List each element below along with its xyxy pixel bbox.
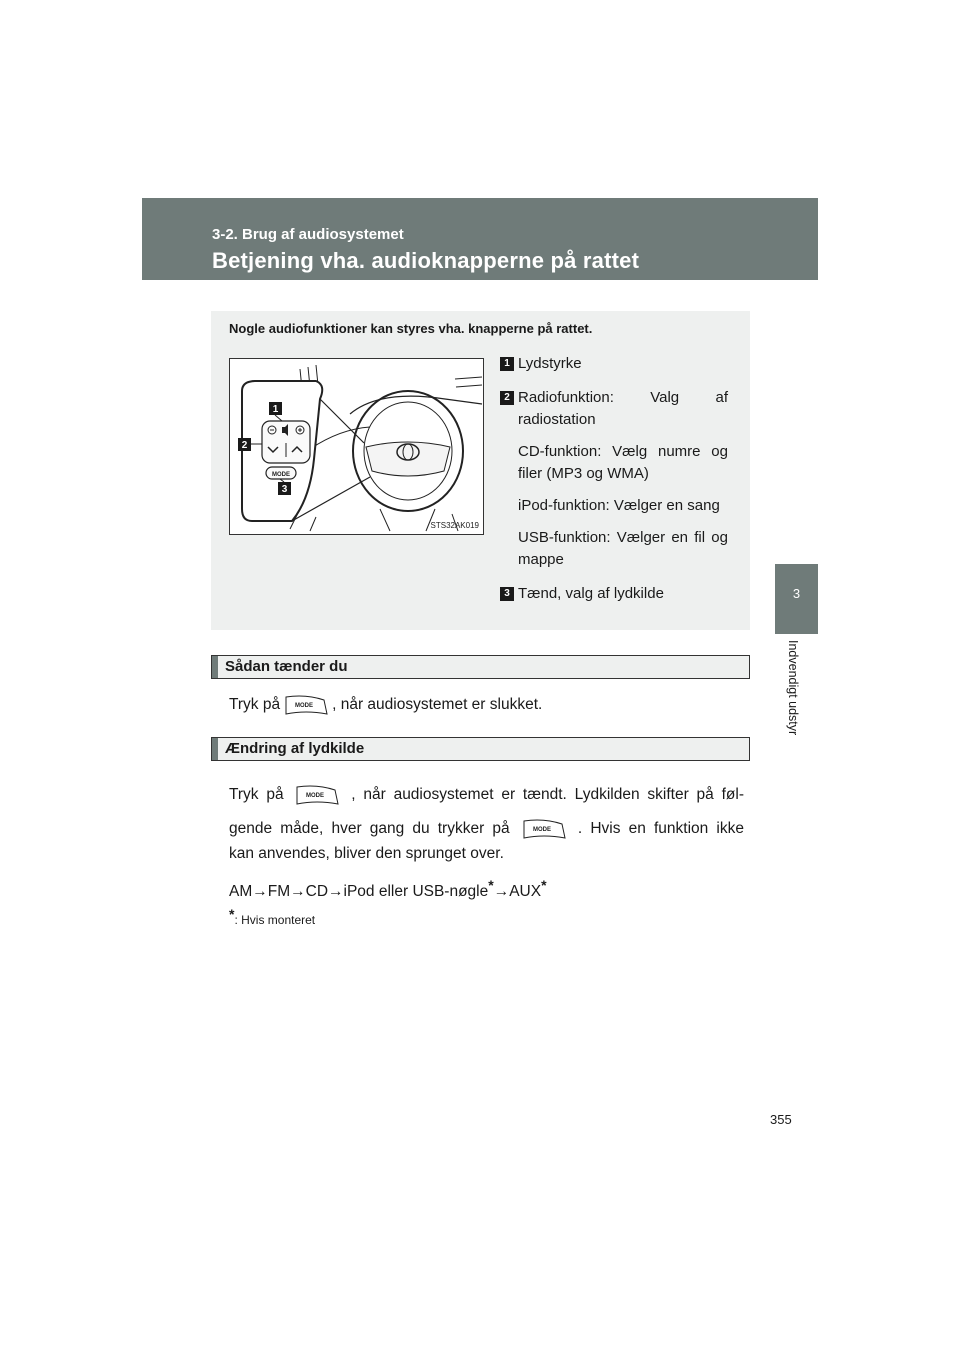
legend-item-3 [500, 583, 728, 605]
footnote-marker: * [541, 877, 547, 893]
turn-on-instruction [229, 694, 542, 716]
mode-button-label: MODE [306, 793, 325, 799]
legend-text-2: Radiofunktion: Valg af radiostation [518, 389, 728, 428]
legend-sub-cd: CD-funktion: Vælg numre og filer (MP3 og WMA) [518, 443, 728, 482]
legend-item-2 [500, 387, 728, 571]
instruction-text: . Hvis en funktion ikke [577, 820, 744, 838]
steering-wheel-figure [229, 358, 484, 535]
chapter-label-text: Indvendigt udstyr [786, 640, 800, 736]
sequence-text: AM→FM→CD→iPod eller USB-nøgle [229, 883, 489, 901]
figure-callout-3: 3 [281, 484, 288, 495]
figure-mode-label: MODE [272, 472, 290, 478]
chapter-tab [775, 564, 818, 634]
header-band [142, 198, 818, 280]
intro-text: Nogle audiofunktioner kan styres vha. knapperne på rattet. [229, 321, 593, 336]
section-heading-text: Ændring af lydkilde [225, 740, 365, 757]
number-badge-1: 1 [500, 357, 514, 371]
section-heading-change-source [211, 737, 750, 761]
footnote-marker: * [488, 877, 494, 893]
figure-code: STS32AK019 [430, 521, 479, 530]
mode-button-icon [284, 694, 328, 716]
number-badge-2: 2 [500, 391, 514, 405]
instruction-text: , når audiosystemet er slukket. [332, 696, 543, 714]
page-number: 355 [770, 1112, 792, 1127]
section-heading-text: Sådan tænder du [225, 658, 348, 675]
legend-sub-ipod: iPod-funktion: Vælger en sang [518, 497, 720, 514]
page-title: Betjening vha. audioknapperne på rattet [212, 248, 640, 273]
instruction-text: gende måde, hver gang du trykker på [229, 820, 510, 838]
figure-callout-2: 2 [241, 440, 248, 451]
change-source-line-2 [229, 818, 744, 840]
section-heading-turn-on [211, 655, 750, 679]
legend-sub-usb: USB-funktion: Vælger en fil og mappe [518, 529, 728, 568]
sequence-text: →AUX [493, 883, 542, 901]
instruction-text: , når audiosystemet er tændt. Lydkilden skifter på føl- [351, 786, 744, 804]
instruction-text: Tryk på [229, 696, 281, 714]
source-sequence [229, 877, 547, 901]
mode-button-label: MODE [532, 827, 551, 833]
legend-text-1: Lydstyrke [518, 355, 582, 372]
instruction-text: Tryk på [229, 786, 284, 804]
legend-item-1 [500, 353, 728, 375]
chapter-label [780, 640, 810, 770]
number-badge-3: 3 [500, 587, 514, 601]
mode-button-label: MODE [295, 703, 314, 709]
figure-callout-1: 1 [272, 404, 279, 415]
footnote-star: * [229, 906, 235, 922]
info-box [211, 311, 750, 630]
section-label: 3-2. Brug af audiosystemet [212, 226, 404, 243]
chapter-number: 3 [792, 586, 801, 601]
footnote [229, 906, 315, 927]
mode-button-icon [295, 784, 339, 806]
change-source-line-1 [229, 784, 744, 806]
legend-list [500, 353, 728, 605]
steering-wheel-illustration [230, 359, 483, 534]
legend-text-3: Tænd, valg af lydkilde [518, 585, 664, 602]
mode-button-icon [522, 818, 566, 840]
footnote-text: : Hvis monteret [234, 913, 316, 927]
change-source-line-3: kan anvendes, bliver den sprunget over. [229, 845, 504, 862]
